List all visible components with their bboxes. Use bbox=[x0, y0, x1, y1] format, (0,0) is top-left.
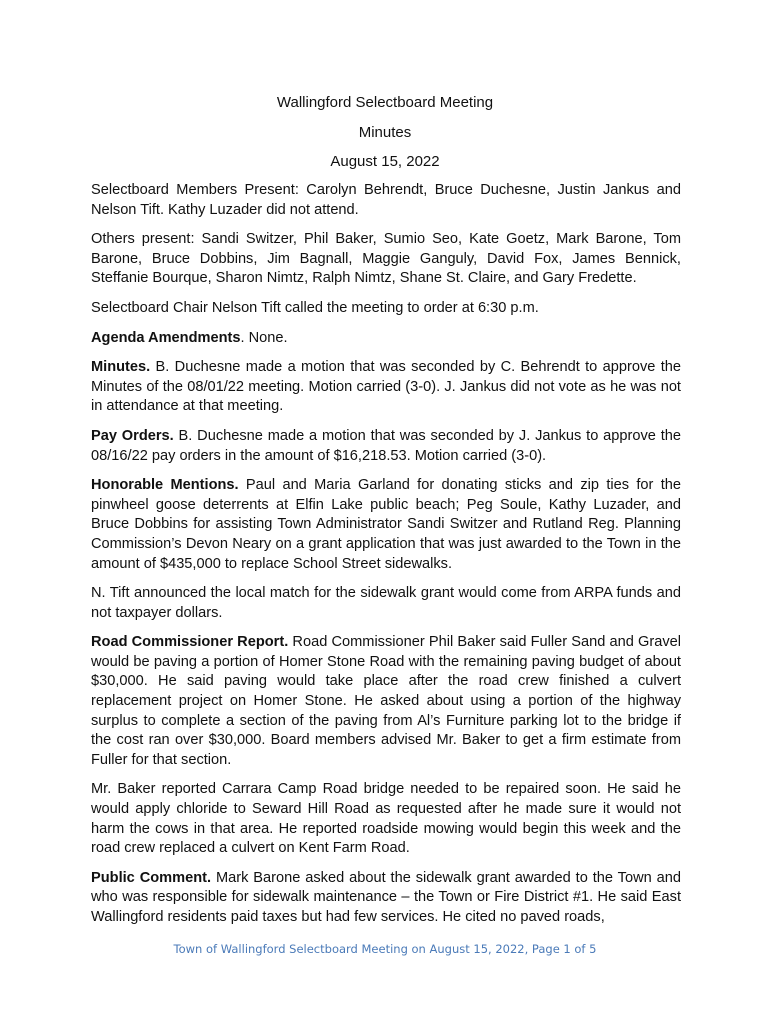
baker-report-paragraph: Mr. Baker reported Carrara Camp Road bridge needed to be repaired soon. He said he would apply chloride to Seward Hill Road as requested after he made sure it would not harm the cows in that area. He reported roadside mowing would begin this week and the road crew replaced a culvert on Kent Farm Road. bbox=[91, 781, 681, 857]
agenda-text: . None. bbox=[240, 329, 288, 346]
document-subtitle: Minutes bbox=[358, 124, 412, 141]
minutes-text: B. Duchesne made a motion that was seconded by C. Behrendt to approve the Minutes of the 08/01/22 meeting. Motion carried (3-0). J. Jankus did not vote as he was not in attendance at that meeting. bbox=[91, 359, 681, 415]
public-comment-paragraph bbox=[91, 869, 681, 927]
honorable-mentions-heading: Honorable Mentions. bbox=[91, 477, 239, 494]
meeting-date: August 15, 2022 bbox=[330, 153, 440, 170]
honorable-mentions-paragraph bbox=[91, 476, 681, 574]
pay-orders-paragraph bbox=[91, 427, 681, 466]
document-body bbox=[91, 181, 681, 937]
road-report-heading: Road Commissioner Report. bbox=[91, 634, 289, 651]
call-to-order-paragraph: Selectboard Chair Nelson Tift called the meeting to order at 6:30 p.m. bbox=[91, 299, 539, 316]
others-present-paragraph: Others present: Sandi Switzer, Phil Baker, Sumio Seo, Kate Goetz, Mark Barone, Tom Barone, Bruce Dobbins, Jim Bagnall, Maggie Ganguly, David Fox, James Bennick, Steffanie Bourque, Sharon Nimtz, Ralph Nimtz, Shane St. Claire, and Gary Fredette. bbox=[91, 231, 681, 287]
public-comment-text: Mark Barone asked about the sidewalk grant awarded to the Town and who was responsible for sidewalk maintenance – the Town or Fire District #1. He said East Wallingford residents paid taxes but had few services. He cited no paved roads, bbox=[91, 869, 681, 925]
public-comment-heading: Public Comment. bbox=[91, 869, 212, 886]
minutes-paragraph bbox=[91, 358, 681, 417]
members-present-paragraph: Selectboard Members Present: Carolyn Behrendt, Bruce Duchesne, Justin Jankus and Nelson Tift. Kathy Luzader did not attend. bbox=[91, 182, 681, 218]
page-footer: Town of Wallingford Selectboard Meeting on August 15, 2022, Page 1 of 5 bbox=[173, 942, 597, 956]
road-report-text: Road Commissioner Phil Baker said Fuller Sand and Gravel would be paving a portion of Homer Stone Road with the remaining paving budget of about $30,000. He said paving would take place after the road crew finished a culvert replacement project on Homer Stone. He asked about using a portion of the highway surplus to complete a section of the paving from Al’s Furniture parking lot to the bridge if the cost ran over $30,000. Board members advised Mr. Baker to get a firm estimate from Fuller for that section. bbox=[91, 634, 681, 768]
document-title: Wallingford Selectboard Meeting bbox=[276, 94, 494, 111]
honorable-mentions-text: Paul and Maria Garland for donating sticks and zip ties for the pinwheel goose deterrents at Elfin Lake public beach; Peg Soule, Kathy Luzader, and Bruce Dobbins for assisting Town Administrator Sandi Switzer and Rutland Reg. Planning Commission’s Devon Neary on a grant application that was just awarded to the Town in the amount of $435,000 to replace School Street sidewalks. bbox=[91, 477, 681, 572]
pay-orders-heading: Pay Orders. bbox=[91, 427, 174, 444]
agenda-paragraph bbox=[91, 329, 681, 349]
arpa-paragraph: N. Tift announced the local match for the sidewalk grant would come from ARPA funds and not taxpayer dollars. bbox=[91, 585, 681, 621]
pay-orders-text: B. Duchesne made a motion that was seconded by J. Jankus to approve the 08/16/22 pay orders in the amount of $16,218.53. Motion carried (3-0). bbox=[91, 427, 682, 464]
road-report-paragraph bbox=[91, 633, 681, 770]
agenda-heading: Agenda Amendments bbox=[91, 329, 241, 346]
minutes-heading: Minutes. bbox=[91, 359, 151, 376]
